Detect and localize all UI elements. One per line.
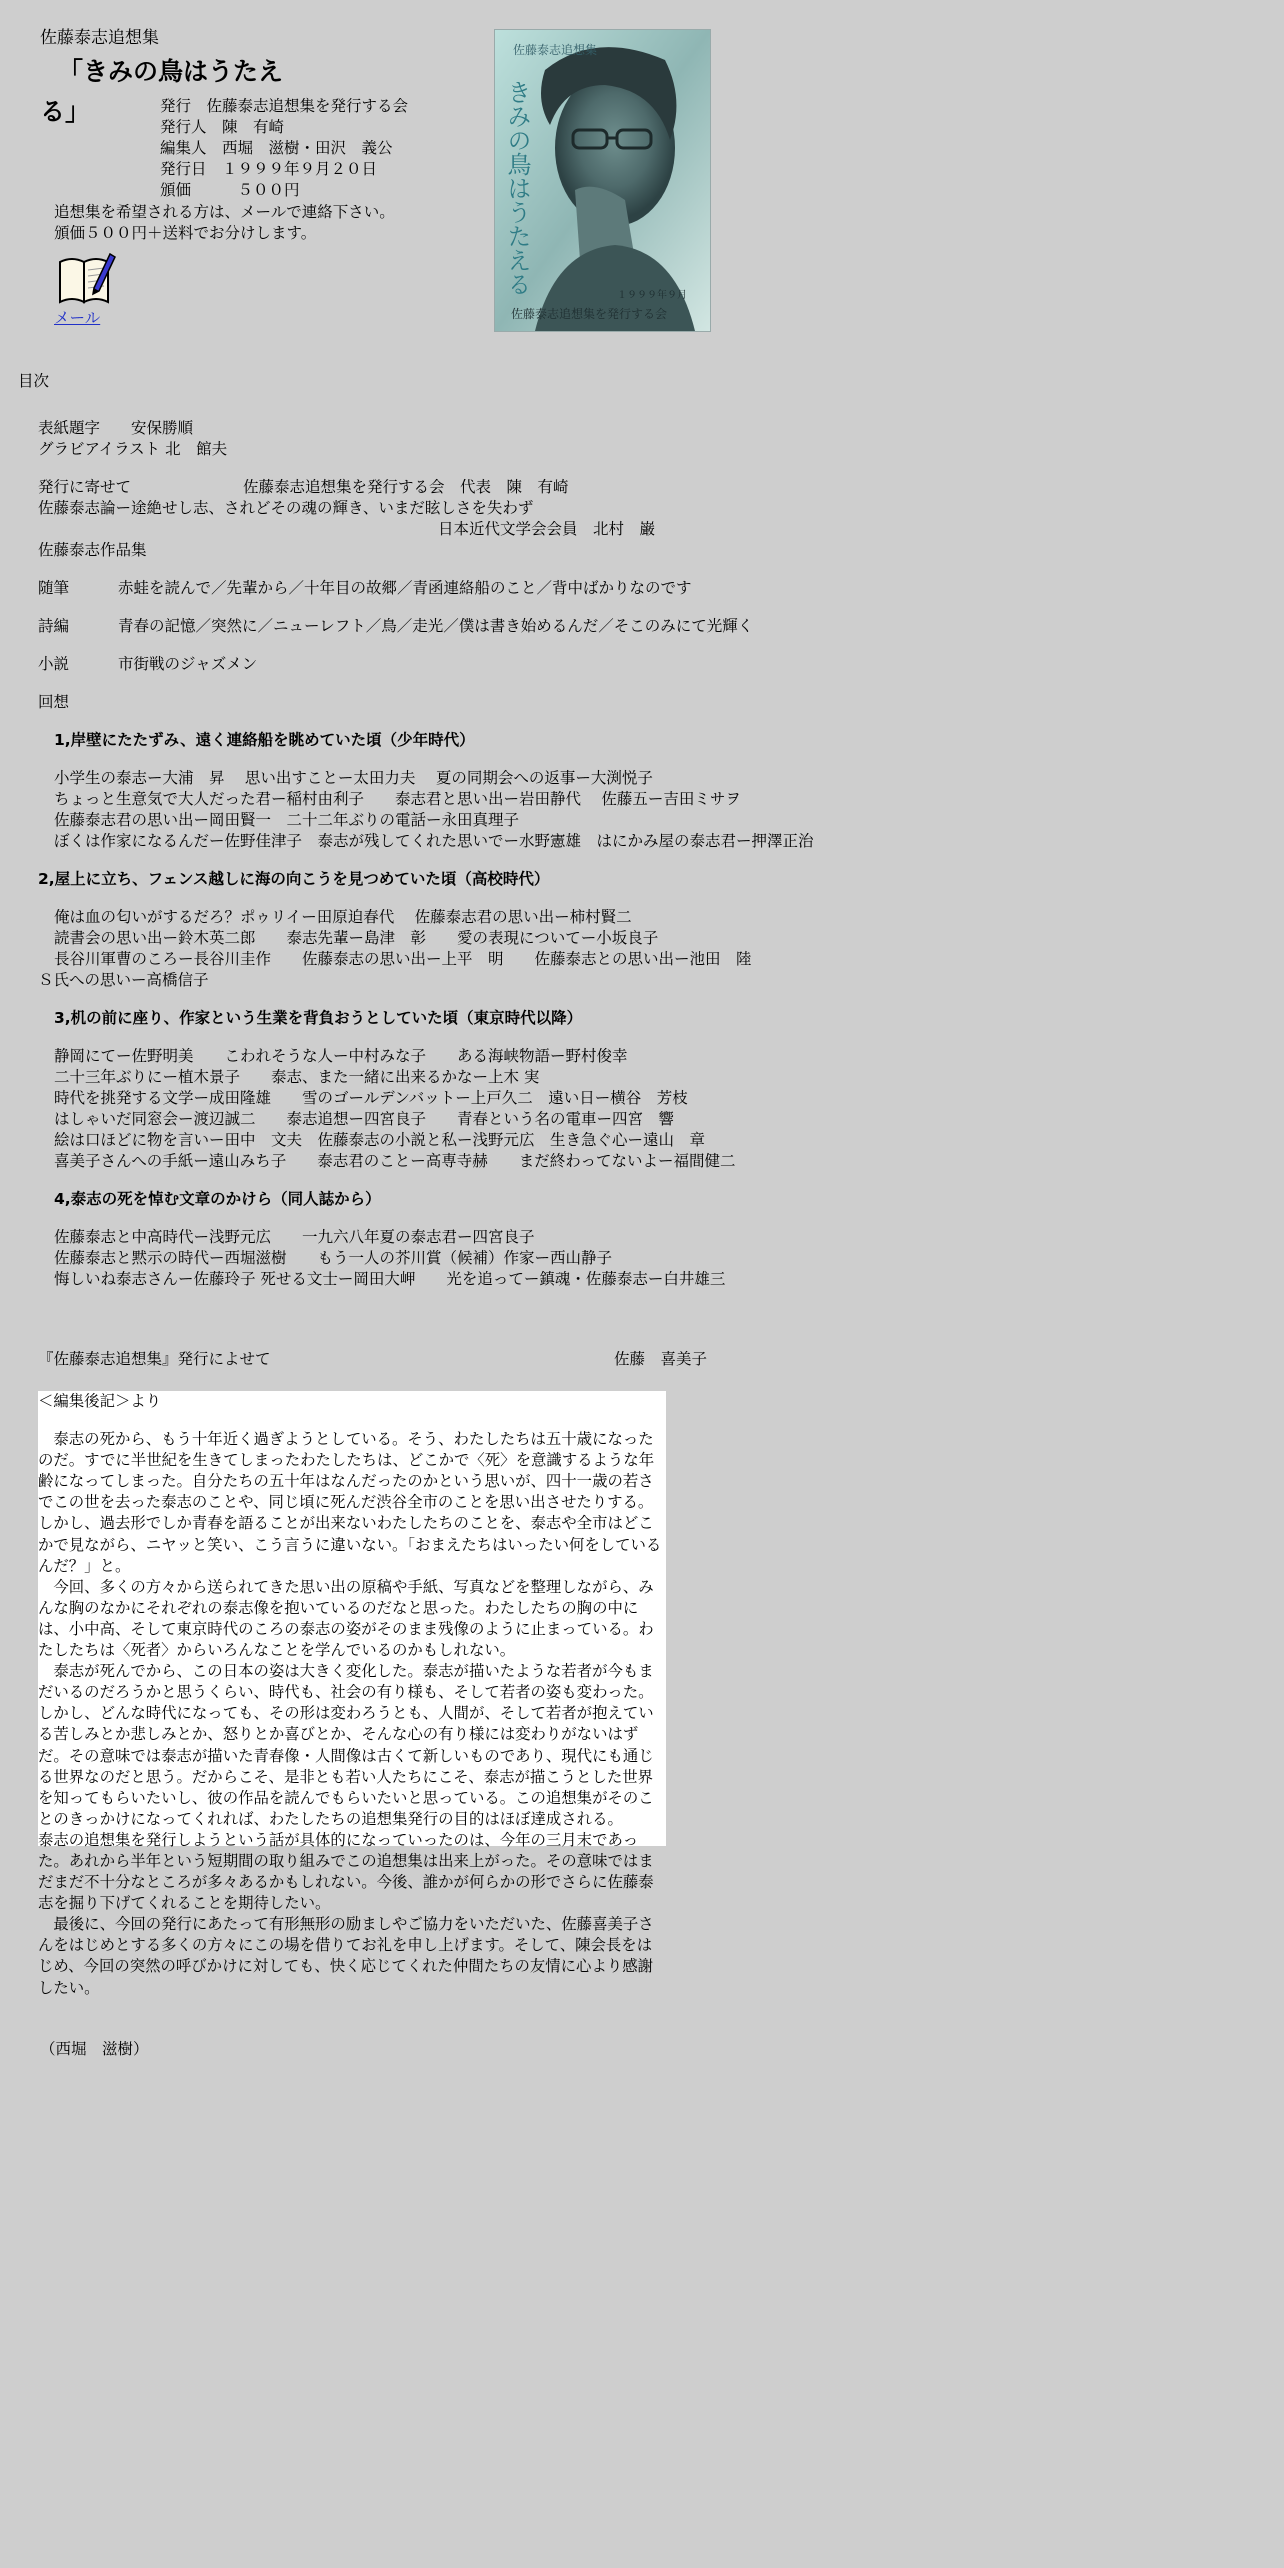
series-title: 佐藤泰志追想集 (40, 28, 159, 48)
foreword-title: 発行に寄せて (38, 478, 132, 496)
order-note (54, 202, 454, 244)
category-row (38, 654, 1238, 675)
editor-note-paragraph: 泰志の追想集を発行しようという話が具体的になっていったのは、今年の三月末であった。あれから半年という短期間の取り組みでこの追想集は出来上がった。その意味ではまだまだ不十分なところが多々あるかもしれない。今後、誰かが何らかの形でさらに佐藤泰志を掘り下げてくれることを期待したい。 (38, 1830, 654, 1913)
category-name: 随筆 (38, 579, 70, 597)
memoir-section-title: 4,泰志の死を悼む文章のかけら（同人誌から） (54, 1190, 381, 1208)
essay-line: 佐藤泰志論ー途絶せし志、されどその魂の輝き、いまだ眩しさを失わず (38, 499, 534, 517)
category-row (38, 578, 1238, 599)
memoir-entry-line: 長谷川軍曹のころー長谷川圭作 佐藤泰志の思い出ー上平 明 佐藤泰志との思い出ー池田 陸 (54, 950, 752, 968)
cover-series-text: 佐藤泰志追想集 (513, 43, 598, 57)
book-title: 「きみの鳥はうたえる」 (40, 57, 284, 126)
memoir-section-title: 2,屋上に立ち、フェンス越しに海の向こうを見つめていた頃（高校時代） (38, 870, 550, 888)
afterword-author: 佐藤 喜美子 (614, 1350, 708, 1368)
editors-line: 編集人 西堀 滋樹・田沢 義公 (160, 139, 393, 157)
memoir-entry-line: 時代を挑発する文学ー成田隆雄 雪のゴールデンバットー上戸久二 遠い日ー横谷 芳枝 (54, 1089, 688, 1107)
afterword-title: 『佐藤泰志追想集』発行によせて (38, 1350, 271, 1368)
cover-title-text: きみの鳥はうたえる (503, 80, 531, 296)
cover-publisher-text: 佐藤泰志追想集を発行する会 (511, 307, 668, 321)
toc-front-line: グラビアイラスト 北 館夫 (38, 440, 228, 458)
toc-front-line: 表紙題字 安保勝順 (38, 419, 194, 437)
memoir-entry-line: 絵は口ほどに物を言いー田中 文夫 佐藤泰志の小説と私ー浅野元広 生き急ぐ心ー遠山 章 (54, 1131, 706, 1149)
editor-signature: （西堀 滋樹） (40, 2040, 149, 2058)
memoir-section-title: 3,机の前に座り、作家という生業を背負おうとしていた頃（東京時代以降） (54, 1009, 583, 1027)
memoir-entry-line: はしゃいだ同窓会ー渡辺誠二 泰志追想ー四宮良子 青春という名の電車ー四宮 響 (54, 1110, 675, 1128)
memoir-entry-line: Ｓ氏への思いー高橋信子 (38, 971, 209, 989)
notebook-pen-icon[interactable] (54, 248, 116, 310)
publisher-line: 発行 佐藤泰志追想集を発行する会 (160, 97, 409, 115)
price-line: 頒価 ５００円 (160, 181, 300, 199)
works-label: 佐藤泰志作品集 (38, 541, 147, 559)
memoir-entry-line: 読書会の思い出ー鈴木英二郎 泰志先輩ー島津 彰 愛の表現についてー小坂良子 (54, 929, 659, 947)
foreword-author: 佐藤泰志追想集を発行する会 代表 陳 有崎 (243, 478, 569, 496)
memoir-entry-line: 二十三年ぶりにー植木景子 泰志、また一緒に出来るかなー上木 実 (54, 1068, 540, 1086)
editor-note-paragraph: 最後に、今回の発行にあたって有形無形の励ましやご協力をいただいた、佐藤喜美子さんをはじめとする多くの方々にこの場を借りてお礼を申し上げます。そして、陳会長をはじめ、今回の突然の呼びかけに対しても、快く応じてくれた仲間たちの友情に心より感謝したい。 (38, 1915, 654, 1997)
memoir-entry-line: ぼくは作家になるんだー佐野佳津子 泰志が残してくれた思いでー水野憲雄 はにかみ屋の泰志君ー押澤正治 (54, 832, 814, 850)
memoir-entry-line: 俺は血の匂いがするだろ？ポゥリイー田原迫春代 佐藤泰志君の思い出ー柿村賢二 (54, 908, 632, 926)
editor-note (38, 1391, 666, 1999)
table-of-contents (38, 418, 1238, 1290)
category-row (38, 616, 1238, 637)
memoir-entry-line: 悔しいね泰志さんー佐藤玲子 死せる文士ー岡田大岬 光を追ってー鎮魂・佐藤泰志ー白井雄三 (54, 1270, 726, 1288)
foreword-line (38, 477, 1238, 498)
category-items: 赤蛙を読んで／先輩から／十年目の故郷／青函連絡船のこと／背中ばかりなのです (118, 579, 692, 597)
memoir-entry-line: 静岡にてー佐野明美 こわれそうな人ー中村みな子 ある海峡物語ー野村俊幸 (54, 1047, 628, 1065)
memoir-entry-line: 小学生の泰志ー大浦 昇 思い出すことー太田力夫 夏の同期会への返事ー大渕悦子 (54, 769, 653, 787)
date-line: 発行日 １９９９年９月２０日 (160, 160, 378, 178)
order-note-line: 追想集を希望される方は、メールで連絡下さい。 (54, 203, 395, 221)
editor-note-paragraph: 泰志の死から、もう十年近く過ぎようとしている。そう、わたしたちは五十歳になったのだ。すでに半世紀を生きてしまったわたしたちは、どこかで〈死〉を意識するような年齢になってしまった。自分たちの五十年はなんだったのかという思いが、四十一歳の若さでこの世を去った泰志のことや、同じ頃に死んだ渋谷全市のことを思い出させたりする。しかし、過去形でしか青春を語ることが出来ないわたしたちのことを、泰志や全市はどこかで見ながら、ニヤッと笑い、こう言うに違いない。「おまえたちはいったい何をしているんだ？」と。 (38, 1430, 662, 1575)
memoir-entry-line: 佐藤泰志と黙示の時代ー西堀滋樹 もう一人の芥川賞（候補）作家ー西山静子 (54, 1249, 613, 1267)
editor-note-paragraph: 泰志が死んでから、この日本の姿は大きく変化した。泰志が描いたような若者が今もまだいるのだろうかと思うくらい、時代も、社会の有り様も、そして若者の姿も変わった。しかし、どんな時代になっても、その形は変わろうとも、人間が、そして若者が抱えている苦しみとか悲しみとか、怒りとか喜びとか、そんな心の有り様には変わりがないはずだ。その意味では泰志が描いた青春像・人間像は古くて新しいものであり、現代にも通じる世界なのだと思う。だからこそ、是非とも若い人たちにこそ、泰志が描こうとした世界を知ってもらいたいし、彼の作品を読んでもらいたいと思っている。この追想集がそのことのきっかけになってくれれば、わたしたちの追想集発行の目的はほぼ達成される。 (38, 1662, 654, 1828)
essay-author: 日本近代文学会会員 北村 巌 (438, 520, 656, 538)
memoir-entry-line: 喜美子さんへの手紙ー遠山みち子 泰志君のことー高専寺赫 まだ終わってないよー福間健二 (54, 1152, 736, 1170)
category-items: 市街戦のジャズメン (118, 655, 258, 673)
category-items: 青春の記憶／突然に／ニューレフト／鳥／走光／僕は書き始めるんだ／そこのみにて光輝く (118, 617, 754, 635)
issuer-line: 発行人 陳 有崎 (160, 118, 285, 136)
category-name: 小説 (38, 655, 70, 673)
editor-note-heading: ＜編集後記＞より (38, 1392, 162, 1410)
memoir-entry-line: ちょっと生意気で大人だった君ー稲村由利子 泰志君と思い出ー岩田静代 佐藤五ー吉田ミサヲ (54, 790, 741, 808)
category-name: 詩編 (38, 617, 70, 635)
editor-note-paragraph: 今回、多くの方々から送られてきた思い出の原稿や手紙、写真などを整理しながら、みんな胸のなかにそれぞれの泰志像を抱いているのだなと思った。わたしたちの胸の中には、小中高、そして東京時代のころの泰志の姿がそのまま残像のように止まっている。わたしたちは〈死者〉からいろんなことを学んでいるのかもしれない。 (38, 1577, 654, 1660)
afterword-line (38, 1349, 1138, 1370)
mail-link[interactable]: メール (54, 309, 101, 327)
memoir-entry-line: 佐藤泰志君の思い出ー岡田賢一 二十二年ぶりの電話ー永田真理子 (54, 811, 520, 829)
toc-label: 目次 (18, 372, 50, 390)
publication-info (160, 96, 460, 201)
memoir-label: 回想 (38, 693, 70, 711)
memoir-section-title: 1,岸壁にたたずみ、遠く連絡船を眺めていた頃（少年時代） (54, 731, 475, 749)
memoir-entry-line: 佐藤泰志と中高時代ー浅野元広 一九六八年夏の泰志君ー四宮良子 (54, 1228, 535, 1246)
book-cover-image (494, 29, 711, 332)
order-note-line: 頒価５００円＋送料でお分けします。 (54, 224, 317, 242)
cover-date-text: １９９９年９月 (617, 290, 687, 301)
header-block (40, 26, 460, 327)
